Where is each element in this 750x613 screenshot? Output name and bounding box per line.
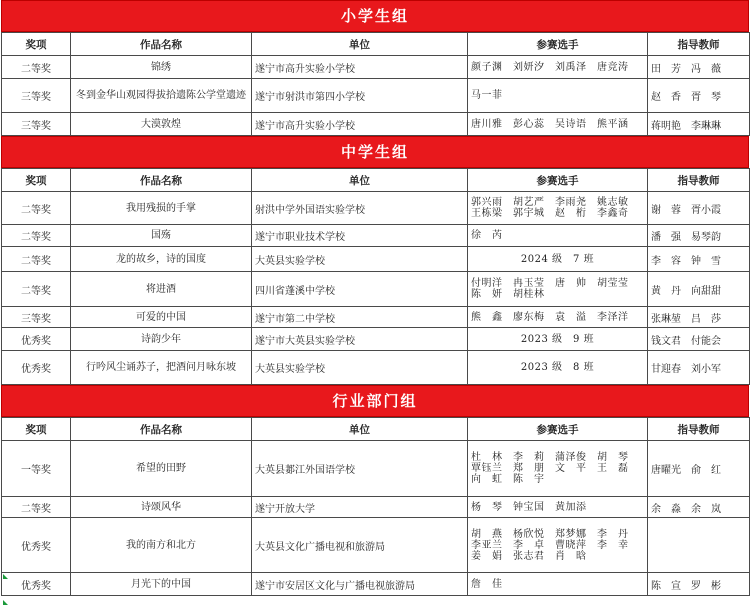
unit-cell: 大英县文化广播电视和旅游局 (252, 518, 468, 573)
table-row (2, 351, 750, 385)
participants-cell: 付明洋 冉玉莹 唐 帅 胡莹莹 陈 妍 胡桂林 (471, 278, 629, 300)
award-cell: 优秀奖 (2, 573, 71, 596)
work-cell: 我的南方和北方 (71, 518, 252, 573)
table-row (2, 247, 750, 272)
teachers-cell: 田 芳 冯 薇 (648, 56, 750, 79)
table-row (2, 441, 750, 497)
header-award: 奖项 (2, 33, 71, 56)
unit-cell: 遂宁市大英县实验学校 (252, 328, 468, 351)
teachers-cell: 陈 宣 罗 彬 (648, 573, 750, 596)
award-table (1, 32, 750, 136)
table-row (2, 328, 750, 351)
participants-cell: 郭兴雨 胡艺严 李雨尧 姚志敏 王栋梁 郭宇城 赵 桁 李鑫奇 (471, 197, 629, 219)
participants-cell: 詹 佳 (471, 578, 503, 590)
unit-cell: 四川省蓬溪中学校 (252, 272, 468, 307)
work-cell: 月光下的中国 (71, 573, 252, 596)
award-cell: 二等奖 (2, 272, 71, 307)
teachers-cell: 潘 强 易琴韵 (648, 225, 750, 247)
teachers-cell: 黄 丹 向甜甜 (648, 272, 750, 307)
unit-cell: 遂宁开放大学 (252, 497, 468, 518)
participants-cell: 2023 级 8 班 (520, 362, 595, 373)
work-cell: 锦绣 (71, 56, 252, 79)
teachers-cell: 赵 香 胥 琴 (648, 79, 750, 113)
work-cell: 大漠敦煌 (71, 113, 252, 136)
work-cell: 国殇 (71, 225, 252, 247)
cell-comment-marker (3, 600, 8, 605)
participants-cell: 马一菲 (471, 90, 503, 101)
participants-cell: 唐川雅 彭心蕊 吴诗语 熊平涵 (471, 118, 629, 130)
cell-comment-marker (3, 574, 8, 579)
award-table (1, 417, 750, 596)
unit-cell: 遂宁市高升实验小学校 (252, 113, 468, 136)
table-header-row (2, 169, 750, 192)
participants-cell: 颜子渊 刘妍汐 刘禹泽 唐竞涛 (471, 61, 629, 73)
header-unit: 单位 (252, 33, 468, 56)
section-title: 中学生组 (1, 136, 749, 168)
teachers-cell: 钱文君 付能会 (648, 328, 750, 351)
header-work: 作品名称 (71, 33, 252, 56)
award-cell: 二等奖 (2, 192, 71, 225)
header-work: 作品名称 (71, 169, 252, 192)
teachers-cell: 余 淼 余 岚 (648, 497, 750, 518)
award-cell: 三等奖 (2, 79, 71, 113)
award-cell: 一等奖 (2, 441, 71, 497)
header-teachers: 指导教师 (648, 169, 750, 192)
teachers-cell: 唐曜光 俞 红 (648, 441, 750, 497)
award-cell: 二等奖 (2, 225, 71, 247)
header-work: 作品名称 (71, 418, 252, 441)
unit-cell: 遂宁市高升实验小学校 (252, 56, 468, 79)
work-cell: 可爱的中国 (71, 307, 252, 328)
table-header-row (2, 33, 750, 56)
participants-cell: 2024 级 7 班 (520, 253, 595, 265)
unit-cell: 射洪中学外国语实验学校 (252, 192, 468, 225)
unit-cell: 遂宁市第二中学校 (252, 307, 468, 328)
award-cell: 二等奖 (2, 247, 71, 272)
work-cell: 行吟风尘诵苏子，把酒问月咏东坡 (71, 351, 252, 385)
award-cell: 三等奖 (2, 113, 71, 136)
unit-cell: 遂宁市职业技术学校 (252, 225, 468, 247)
header-participants: 参赛选手 (468, 169, 648, 192)
award-cell: 二等奖 (2, 497, 71, 518)
work-cell: 诗颂风华 (71, 497, 252, 518)
header-teachers: 指导教师 (648, 418, 750, 441)
unit-cell: 大英县实验学校 (252, 247, 468, 272)
participants-cell: 徐 芮 (471, 230, 503, 241)
work-cell: 诗韵少年 (71, 328, 252, 351)
table-row (2, 56, 750, 79)
table-row (2, 79, 750, 113)
award-cell: 优秀奖 (2, 351, 71, 385)
teachers-cell (648, 518, 750, 573)
work-cell: 冬到金华山观园得拔拾遗陈公学堂遗迹 (71, 79, 252, 113)
participants-cell: 胡 燕 杨欣悦 郑梦娜 李 丹 李亚兰 李 卓 曹晓萍 李 幸 姜 娟 张志君 肖 晗 (471, 528, 629, 562)
table-row (2, 192, 750, 225)
table-row (2, 225, 750, 247)
teachers-cell: 蒋明艳 李琳琳 (648, 113, 750, 136)
award-table (1, 168, 750, 385)
work-cell: 希望的田野 (71, 441, 252, 497)
award-cell: 二等奖 (2, 56, 71, 79)
table-row (2, 518, 750, 573)
header-unit: 单位 (252, 418, 468, 441)
unit-cell: 大英县郪江外国语学校 (252, 441, 468, 497)
header-award: 奖项 (2, 169, 71, 192)
section-title: 行业部门组 (1, 385, 749, 417)
teachers-cell: 谢 蓉 胥小霞 (648, 192, 750, 225)
unit-cell: 遂宁市安居区文化与广播电视旅游局 (252, 573, 468, 596)
participants-cell: 熊 鑫 廖东梅 袁 溢 李泽洋 (471, 311, 629, 323)
header-participants: 参赛选手 (468, 33, 648, 56)
header-participants: 参赛选手 (468, 418, 648, 441)
award-list-sheet (1, 0, 749, 596)
unit-cell: 遂宁市射洪市第四小学校 (252, 79, 468, 113)
work-cell: 龙的故乡，诗的国度 (71, 247, 252, 272)
section-title: 小学生组 (1, 0, 749, 32)
award-cell: 优秀奖 (2, 328, 71, 351)
table-row (2, 272, 750, 307)
header-unit: 单位 (252, 169, 468, 192)
table-row (2, 307, 750, 328)
participants-cell: 杨 琴 钟宝国 黄加添 (471, 501, 587, 513)
award-cell: 三等奖 (2, 307, 71, 328)
table-row (2, 113, 750, 136)
table-header-row (2, 418, 750, 441)
table-row (2, 497, 750, 518)
participants-cell: 2023 级 9 班 (520, 333, 595, 345)
table-row (2, 573, 750, 596)
header-award: 奖项 (2, 418, 71, 441)
unit-cell: 大英县实验学校 (252, 351, 468, 385)
teachers-cell: 李 容 钟 雪 (648, 247, 750, 272)
work-cell: 将进酒 (71, 272, 252, 307)
award-cell: 优秀奖 (2, 518, 71, 573)
header-teachers: 指导教师 (648, 33, 750, 56)
work-cell: 我用残损的手掌 (71, 192, 252, 225)
teachers-cell: 甘迎春 刘小军 (648, 351, 750, 385)
teachers-cell: 张琳堃 吕 莎 (648, 307, 750, 328)
participants-cell: 杜 林 李 莉 蒲泽俊 胡 琴 覃钰兰 郑 朋 文 平 王 磊 向 虹 陈 宇 (471, 452, 629, 485)
